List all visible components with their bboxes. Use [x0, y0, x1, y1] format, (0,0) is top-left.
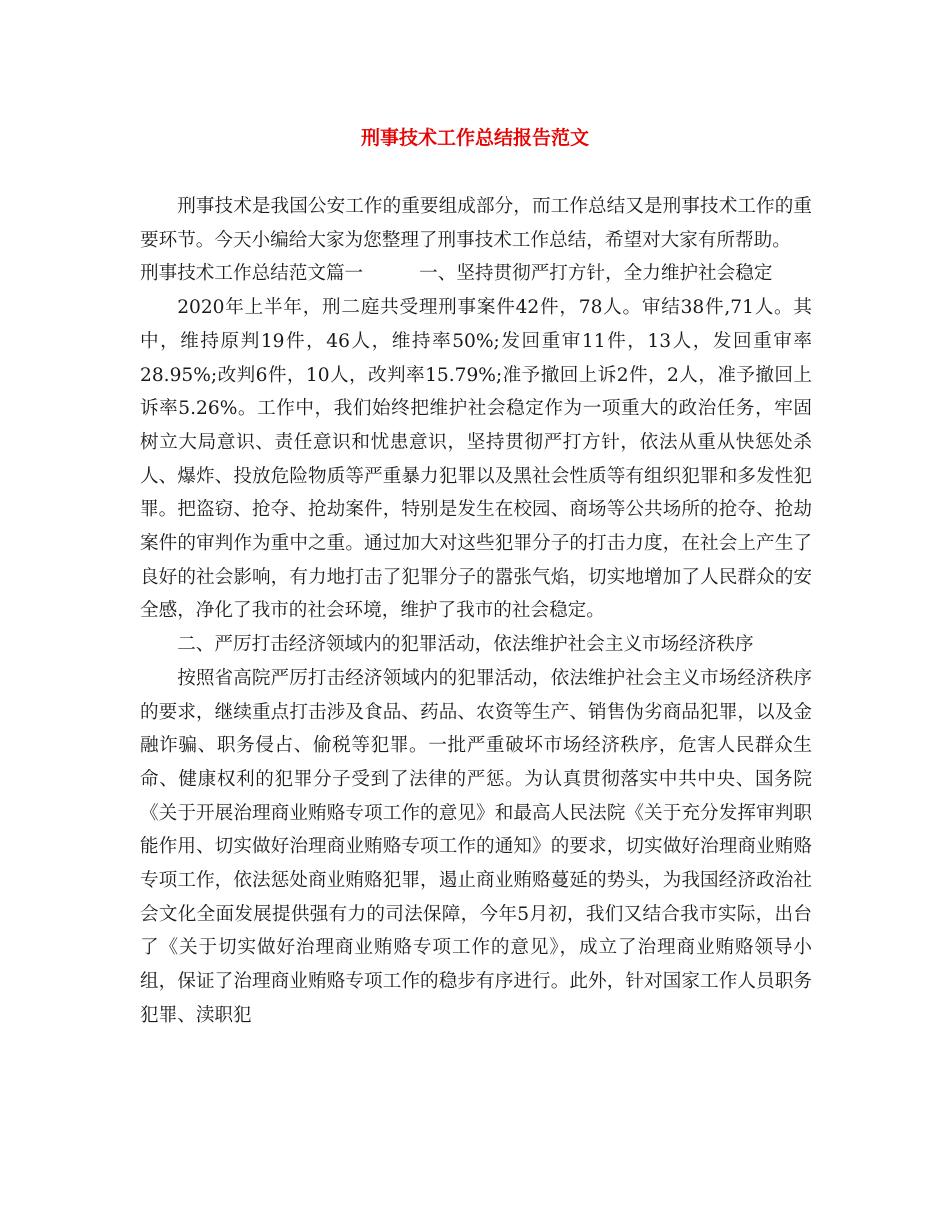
document-title: 刑事技术工作总结报告范文 — [360, 127, 589, 149]
section-2-heading: 二、严厉打击经济领域内的犯罪活动，依法维护社会主义市场经济秩序 — [177, 634, 754, 656]
article-heading: 刑事技术工作总结范文篇一 — [140, 263, 364, 285]
section-2-paragraph: 按照省高院严厉打击经济领域内的犯罪活动，依法维护社会主义市场经济秩序的要求，继续重点打击涉及食品、药品、农资等生产、销售伪劣商品犯罪，以及金融诈骗、职务侵占、偷税等犯罪。一批严重破坏市场经济秩序，危害人民群众生命、健康权利的犯罪分子受到了法律的严惩。为认真贯彻落实中共中央、国务院《关于开展治理商业贿赂专项工作的意见》和最高人民法院《关于充分发挥审判职能作用、切实做好治理商业贿赂专项工作的通知》的要求，切实做好治理商业贿赂专项工作，依法惩处商业贿赂犯罪，遏止商业贿赂蔓延的势头，为我国经济政治社会文化全面发展提供强有力的司法保障，今年5月初，我们又结合我市实际，出台了《关于切实做好治理商业贿赂专项工作的意见》，成立了治理商业贿赂领导小组，保证了治理商业贿赂专项工作的稳步有序进行。此外，针对国家工作人员职务犯罪、渎职犯 — [140, 667, 812, 1026]
document-body — [140, 190, 812, 1033]
section-1-heading: 一、坚持贯彻严打方针，全力维护社会稳定 — [419, 263, 773, 285]
section-1-paragraph: 2020年上半年，刑二庭共受理刑事案件42件，78人。审结38件,71人。其中，维持原判19件，46人，维持率50%;发回重审11件，13人，发回重审率28.95%;改判6件，10人，改判率15.79%;准予撤回上诉2件，2人，准予撤回上诉率5.26%。工作中，我们始终把维护社会稳定作为一项重大的政治任务，牢固树立大局意识、责任意识和忧患意识，坚持贯彻严打方针，依法从重从快惩处杀人、爆炸、投放危险物质等严重暴力犯罪以及黑社会性质等有组织犯罪和多发性犯罪。把盗窃、抢夺、抢劫案件，特别是发生在校园、商场等公共场所的抢夺、抢劫案件的审判作为重中之重。通过加大对这些犯罪分子的打击力度，在社会上产生了良好的社会影响，有力地打击了犯罪分子的嚣张气焰，切实地增加了人民群众的安全感，净化了我市的社会环境，维护了我市的社会稳定。 — [140, 297, 812, 622]
article-heading-line — [140, 257, 812, 291]
intro-paragraph: 刑事技术是我国公安工作的重要组成部分，而工作总结又是刑事技术工作的重要环节。今天小编给大家为您整理了刑事技术工作总结，希望对大家有所帮助。 — [140, 196, 812, 251]
